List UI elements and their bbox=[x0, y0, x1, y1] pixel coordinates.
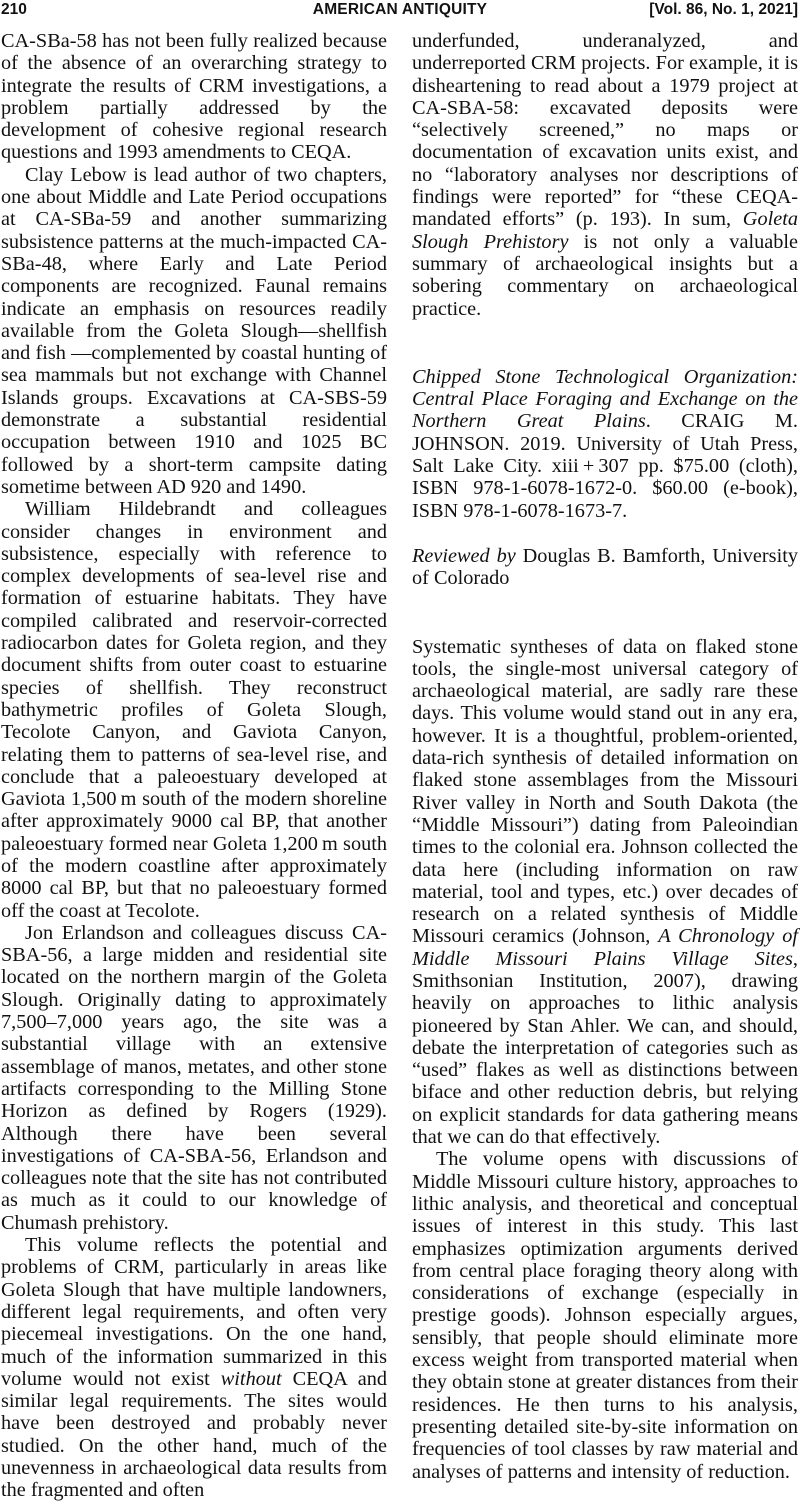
text-run: underfunded, underanalyzed, and underreported CRM projects. For example, it is disheartening to read about a 1979 project at CA-SBA-58: excavated deposits were “selectively screened,” no maps or documentation of excavation units exist, and no “laboratory analyses nor descriptions of findings were reported” for “these CEQA-mandated efforts” (p. 193). In sum, bbox=[412, 30, 798, 231]
paragraph: The volume opens with discussions of Middle Missouri culture history, approaches to lithic analysis, and theoretical and conceptual issues of interest in this study. This last emphasizes optimization arguments derived from central place foraging theory along with considerations of exchange (especially in prestige goods). Johnson especially argues, sensibly, that people should eliminate more excess weight from transported material when they obtain stone at greater distances from their residences. He then turns to his analysis, presenting detailed site-by-site information on frequencies of tool classes by raw material and analyses of patterns and intensity of reduction. bbox=[412, 1148, 798, 1483]
text-run: , Smithsonian Institution, 2007), drawing heavily on approaches to lithic analysis pioneered by Stan Ahler. We can, and should, debate the interpretation of categories such as “used” flakes as well as distinctions between biface and other reduction debris, but relying on explicit standards for data gathering means that we can do that effectively. bbox=[412, 947, 798, 1149]
text-run: CEQA and similar legal requirements. The sites would have been destroyed and probably never studied. On the other hand, much of the unevenness in archaeological data results from the fragmented and often bbox=[1, 1367, 387, 1502]
book-details: . CRAIG M. JOHNSON. 2019. University of Utah Press, Salt Lake City. xiii + 307 pp. $75.00 (cloth), ISBN 978-1-6078-1672-0. $60.00 (e-book), ISBN 978-1-6078-1673-7. bbox=[412, 410, 798, 522]
reviewer-label: Reviewed by bbox=[412, 544, 516, 567]
reviewer-name: Douglas B. Bamforth, University of Colorado bbox=[412, 544, 798, 590]
issue-info: [Vol. 86, No. 1, 2021] bbox=[649, 1, 798, 18]
page-number: 210 bbox=[1, 1, 27, 18]
text-run: Systematic syntheses of data on flaked stone tools, the single-most universal category of archaeological material, are sadly rare these days. This volume would stand out in any era, however. It is a thoughtful, problem-oriented, data-rich synthesis of detailed information on flaked stone assemblages from the Missouri River valley in North and South Dakota (the “Middle Missouri”) dating from Paleoindian times to the colonial era. Johnson collected the data here (including information on raw material, tool and types, etc.) over decades of research on a related synthesis of Middle Missouri ceramics (Johnson, bbox=[412, 635, 798, 948]
reviewer-line bbox=[412, 545, 798, 590]
left-column bbox=[1, 30, 387, 1502]
text-run: This volume reflects the potential and problems of CRM, particularly in areas like Goleta Slough that have multiple landowners, different legal requirements, and often very piecemeal investigations. On the one hand, much of the information summarized in this volume would not exist bbox=[1, 1234, 387, 1390]
running-head bbox=[0, 0, 800, 20]
book-entry bbox=[412, 366, 798, 522]
paragraph: Jon Erlandson and colleagues discuss CA-SBA-56, a large midden and residential site located on the northern margin of the Goleta Slough. Originally dating to approximately 7,500–7,000 years ago, the site was a substantial village with an extensive assemblage of manos, metates, and other stone artifacts corresponding to the Milling Stone Horizon as defined by Rogers (1929). Although there have been several investigations of CA-SBA-56, Erlandson and colleagues note that the site has not contributed as much as it could to our knowledge of Chumash prehistory. bbox=[1, 921, 387, 1234]
paragraph bbox=[412, 636, 798, 1149]
paragraph: Clay Lebow is lead author of two chapters, one about Middle and Late Period occupations at CA-SBa-59 and another summarizing subsistence patterns at the much-impacted CA-SBa-48, where Early and Late Period components are recognized. Faunal remains indicate an emphasis on resources readily available from the Goleta Slough—shellfish and fish —complemented by coastal hunting of sea mammals but not exchange with Channel Islands groups. Excavations at CA-SBS-59 demonstrate a substantial residential occupation between 1910 and 1025 BC followed by a short-term campsite dating sometime between AD 920 and 1490. bbox=[1, 163, 387, 498]
paragraph bbox=[1, 1234, 387, 1502]
paragraph bbox=[412, 30, 798, 320]
cited-title: A Chronology of Middle Missouri Plains Village Sites bbox=[412, 925, 798, 970]
emphasis: without bbox=[220, 1367, 282, 1390]
journal-title: AMERICAN ANTIQUITY bbox=[312, 1, 488, 18]
right-column bbox=[412, 30, 798, 1483]
text-run: is not only a valuable summary of archaeological insights but a sobering commentary on archaeological practice. bbox=[412, 230, 798, 320]
book-title-reference: Goleta Slough Prehistory bbox=[412, 208, 798, 253]
book-title: Chipped Stone Technological Organization: Central Place Foraging and Exchange on the Northern Great Plains bbox=[412, 365, 798, 433]
paragraph: CA-SBa-58 has not been fully realized because of the absence of an overarching strategy to integrate the results of CRM investigations, a problem partially addressed by the development of cohesive regional research questions and 1993 amendments to CEQA. bbox=[1, 30, 387, 164]
paragraph: William Hildebrandt and colleagues consider changes in environment and subsistence, especially with reference to complex developments of sea-level rise and formation of estuarine habitats. They have compiled calibrated and reservoir-corrected radiocarbon dates for Goleta region, and they document shifts from outer coast to estuarine species of shellfish. They reconstruct bathymetric profiles of Goleta Slough, Tecolote Canyon, and Gaviota Canyon, relating them to patterns of sea-level rise, and conclude that a paleoestuary developed at Gaviota 1,500 m south of the modern shoreline after approximately 9000 cal BP, that another paleoestuary formed near Goleta 1,200 m south of the modern coastline after approximately 8000 cal BP, but that no paleoestuary formed off the coast at Tecolote. bbox=[1, 498, 387, 922]
